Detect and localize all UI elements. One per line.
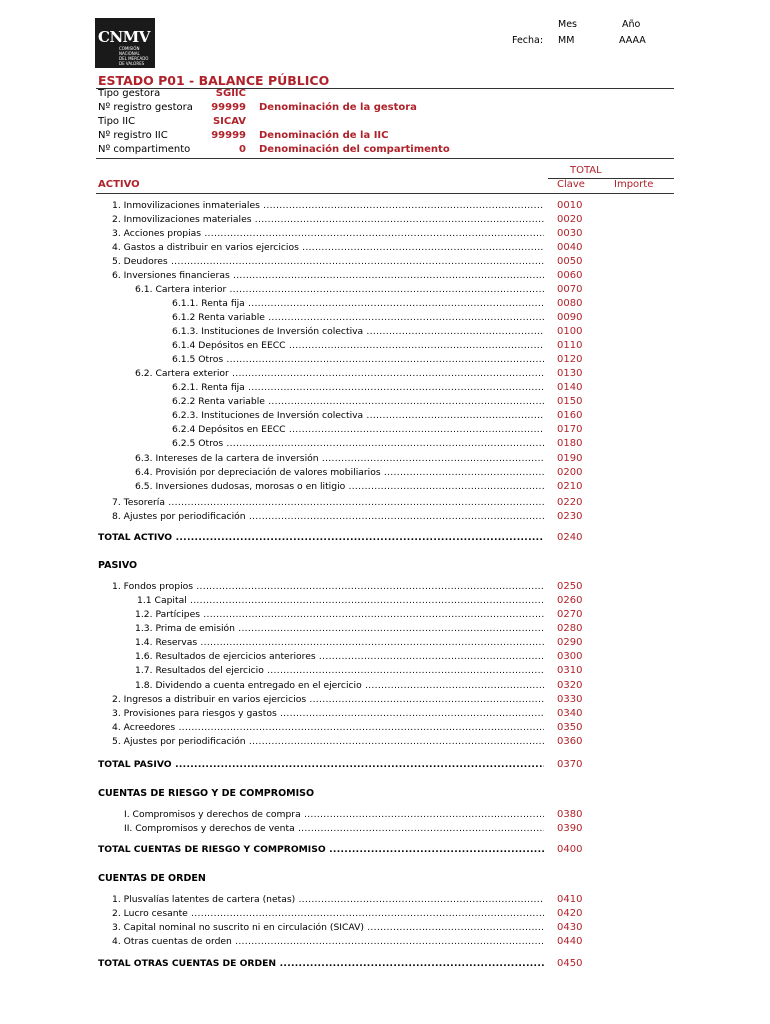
row-label: 5. Ajustes por periodificación ..... — [112, 736, 544, 747]
row-clave: 0330 — [557, 694, 583, 705]
row-label: 1. Fondos propios ..... — [112, 581, 544, 592]
balance-row — [0, 270, 770, 284]
row-label: 2. Ingresos a distribuir en varios ejercicios ..... — [112, 694, 544, 705]
row-label: 6.2.5 Otros ..... — [172, 438, 544, 449]
row-label: 6.1.2 Renta variable ..... — [172, 312, 544, 323]
row-clave: 0370 — [557, 759, 583, 770]
balance-row — [0, 326, 770, 340]
row-clave: 0270 — [557, 609, 583, 620]
row-label: 4. Acreedores ..... — [112, 722, 544, 733]
balance-row — [0, 256, 770, 270]
row-clave: 0210 — [557, 481, 583, 492]
row-label: 1.6. Resultados de ejercicios anteriores ..... — [135, 651, 544, 662]
balance-row — [0, 453, 770, 467]
row-label: 2. Lucro cesante ..... — [112, 908, 544, 919]
row-clave: 0390 — [557, 823, 583, 834]
row-clave: 0400 — [557, 844, 583, 855]
balance-row — [0, 665, 770, 679]
total-row — [0, 844, 770, 858]
row-label: 6.2.1. Renta fija ..... — [172, 382, 544, 393]
row-label: 6.1. Cartera interior ..... — [135, 284, 544, 295]
ident-value-compartimento: 0 — [239, 144, 246, 155]
balance-row — [0, 894, 770, 908]
row-label: 6.2. Cartera exterior ..... — [135, 368, 544, 379]
row-label: 3. Acciones propias ..... — [112, 228, 544, 239]
row-label: I. Compromisos y derechos de compra ..... — [124, 809, 544, 820]
balance-row — [0, 936, 770, 950]
row-label: 4. Otras cuentas de orden ..... — [112, 936, 544, 947]
anio-value: AAAA — [619, 35, 646, 46]
column-importe: Importe — [614, 179, 654, 190]
row-clave: 0350 — [557, 722, 583, 733]
balance-row — [0, 809, 770, 823]
ident-label-registro-iic: Nº registro IIC — [98, 130, 168, 141]
balance-row — [0, 284, 770, 298]
row-label: 1. Plusvalías latentes de cartera (netas) ..... — [112, 894, 544, 905]
column-clave: Clave — [557, 179, 585, 190]
row-clave: 0050 — [557, 256, 583, 267]
row-clave: 0250 — [557, 581, 583, 592]
ident-label-tipo-iic: Tipo IIC — [98, 116, 136, 127]
row-clave: 0080 — [557, 298, 583, 309]
row-clave: 0200 — [557, 467, 583, 478]
row-clave: 0060 — [557, 270, 583, 281]
balance-row — [0, 354, 770, 368]
row-clave: 0140 — [557, 382, 583, 393]
title-divider — [96, 88, 674, 89]
row-label: 6.2.4 Depósitos en EECC ..... — [172, 424, 544, 435]
row-clave: 0290 — [557, 637, 583, 648]
row-label: 3. Provisiones para riesgos y gastos ..... — [112, 708, 544, 719]
balance-row — [0, 497, 770, 511]
anio-label: Año — [622, 19, 641, 30]
total-row — [0, 958, 770, 972]
cnmv-logo — [95, 18, 155, 68]
row-clave: 0280 — [557, 623, 583, 634]
mes-label: Mes — [558, 19, 577, 30]
row-clave: 0040 — [557, 242, 583, 253]
balance-row — [0, 581, 770, 595]
balance-row — [0, 823, 770, 837]
row-label: 6.1.5 Otros ..... — [172, 354, 544, 365]
balance-row — [0, 368, 770, 382]
row-clave: 0030 — [557, 228, 583, 239]
balance-row — [0, 424, 770, 438]
row-clave: 0260 — [557, 595, 583, 606]
balance-row — [0, 242, 770, 256]
row-label: 6. Inversiones financieras ..... — [112, 270, 544, 281]
ident-den-gestora: Denominación de la gestora — [259, 102, 417, 113]
activo-heading: ACTIVO — [98, 179, 140, 190]
row-clave: 0450 — [557, 958, 583, 969]
total-row — [0, 759, 770, 773]
row-label: 5. Deudores ..... — [112, 256, 544, 267]
row-clave: 0380 — [557, 809, 583, 820]
balance-row — [0, 382, 770, 396]
row-label: TOTAL ACTIVO ..... — [98, 532, 544, 543]
balance-row — [0, 298, 770, 312]
balance-row — [0, 694, 770, 708]
row-clave: 0220 — [557, 497, 583, 508]
row-label: 1.4. Reservas ..... — [135, 637, 544, 648]
balance-row — [0, 312, 770, 326]
row-clave: 0110 — [557, 340, 583, 351]
total-row — [0, 532, 770, 546]
balance-row — [0, 722, 770, 736]
row-clave: 0130 — [557, 368, 583, 379]
balance-row — [0, 410, 770, 424]
row-label: 1.7. Resultados del ejercicio ..... — [135, 665, 544, 676]
row-label: 6.2.3. Instituciones de Inversión colectiva ..... — [172, 410, 544, 421]
ident-label-compartimento: Nº compartimento — [98, 144, 191, 155]
row-label: 6.1.1. Renta fija ..... — [172, 298, 544, 309]
ident-label-registro-gestora: Nº registro gestora — [98, 102, 193, 113]
mes-value: MM — [558, 35, 575, 46]
row-clave: 0090 — [557, 312, 583, 323]
row-label: 6.1.3. Instituciones de Inversión colectiva ..... — [172, 326, 544, 337]
row-label: 2. Inmovilizaciones materiales ..... — [112, 214, 544, 225]
row-label: 6.1.4 Depósitos en EECC ..... — [172, 340, 544, 351]
balance-row — [0, 623, 770, 637]
row-label: 1.2. Partícipes ..... — [135, 609, 544, 620]
pasivo-heading: PASIVO — [98, 560, 138, 571]
ident-divider — [96, 158, 674, 159]
column-total: TOTAL — [570, 165, 602, 176]
row-clave: 0170 — [557, 424, 583, 435]
row-label: II. Compromisos y derechos de venta ..... — [124, 823, 544, 834]
ident-value-tipo-gestora: SGIIC — [215, 88, 246, 99]
row-clave: 0340 — [557, 708, 583, 719]
balance-row — [0, 511, 770, 525]
row-clave: 0120 — [557, 354, 583, 365]
balance-row — [0, 481, 770, 495]
row-label: 4. Gastos a distribuir en varios ejercicios ..... — [112, 242, 544, 253]
row-clave: 0240 — [557, 532, 583, 543]
row-clave: 0020 — [557, 214, 583, 225]
balance-row — [0, 922, 770, 936]
row-clave: 0440 — [557, 936, 583, 947]
balance-row — [0, 680, 770, 694]
balance-row — [0, 467, 770, 481]
row-clave: 0430 — [557, 922, 583, 933]
row-label: 8. Ajustes por periodificación ..... — [112, 511, 544, 522]
fecha-label: Fecha: — [512, 35, 544, 46]
row-clave: 0160 — [557, 410, 583, 421]
page-title: ESTADO P01 - BALANCE PÚBLICO — [98, 73, 330, 88]
balance-row — [0, 908, 770, 922]
row-label: 6.2.2 Renta variable ..... — [172, 396, 544, 407]
balance-row — [0, 438, 770, 452]
logo-sub-text: COMISIÓN NACIONAL DEL MERCADO DE VALORES — [119, 46, 149, 66]
row-clave: 0190 — [557, 453, 583, 464]
riesgo-heading: CUENTAS DE RIESGO Y DE COMPROMISO — [98, 788, 315, 799]
row-clave: 0180 — [557, 438, 583, 449]
row-label: TOTAL OTRAS CUENTAS DE ORDEN ..... — [98, 958, 544, 969]
ident-value-registro-iic: 99999 — [211, 130, 246, 141]
row-label: 6.4. Provisión por depreciación de valores mobiliarios ..... — [135, 467, 544, 478]
row-clave: 0070 — [557, 284, 583, 295]
row-clave: 0150 — [557, 396, 583, 407]
row-clave: 0310 — [557, 665, 583, 676]
row-label: TOTAL CUENTAS DE RIESGO Y COMPROMISO ..... — [98, 844, 544, 855]
row-clave: 0410 — [557, 894, 583, 905]
row-label: 1.1 Capital ..... — [137, 595, 544, 606]
row-label: 1.8. Dividendo a cuenta entregado en el ejercicio ..... — [135, 680, 544, 691]
row-clave: 0010 — [557, 200, 583, 211]
balance-row — [0, 228, 770, 242]
balance-row — [0, 637, 770, 651]
balance-row — [0, 651, 770, 665]
row-clave: 0230 — [557, 511, 583, 522]
row-label: 3. Capital nominal no suscrito ni en circulación (SICAV) ..... — [112, 922, 544, 933]
row-clave: 0100 — [557, 326, 583, 337]
row-clave: 0360 — [557, 736, 583, 747]
ident-den-compartimento: Denominación del compartimento — [259, 144, 450, 155]
balance-row — [0, 396, 770, 410]
row-clave: 0420 — [557, 908, 583, 919]
row-label: 6.3. Intereses de la cartera de inversión ..... — [135, 453, 544, 464]
balance-row — [0, 214, 770, 228]
logo-main-text: CNMV — [98, 28, 150, 46]
orden-heading: CUENTAS DE ORDEN — [98, 873, 206, 884]
balance-row — [0, 595, 770, 609]
ident-value-tipo-iic: SICAV — [212, 116, 246, 127]
balance-row — [0, 736, 770, 750]
balance-row — [0, 708, 770, 722]
row-label: 1. Inmovilizaciones inmateriales ..... — [112, 200, 544, 211]
header-divider — [96, 193, 674, 194]
row-label: 6.5. Inversiones dudosas, morosas o en litigio ..... — [135, 481, 544, 492]
balance-row — [0, 340, 770, 354]
row-clave: 0320 — [557, 680, 583, 691]
ident-label-tipo-gestora: Tipo gestora — [98, 88, 161, 99]
row-clave: 0300 — [557, 651, 583, 662]
balance-row — [0, 200, 770, 214]
row-label: 1.3. Prima de emisión ..... — [135, 623, 544, 634]
ident-value-registro-gestora: 99999 — [211, 102, 246, 113]
ident-den-iic: Denominación de la IIC — [259, 130, 389, 141]
row-label: 7. Tesorería ..... — [112, 497, 544, 508]
balance-row — [0, 609, 770, 623]
row-label: TOTAL PASIVO ..... — [98, 759, 544, 770]
